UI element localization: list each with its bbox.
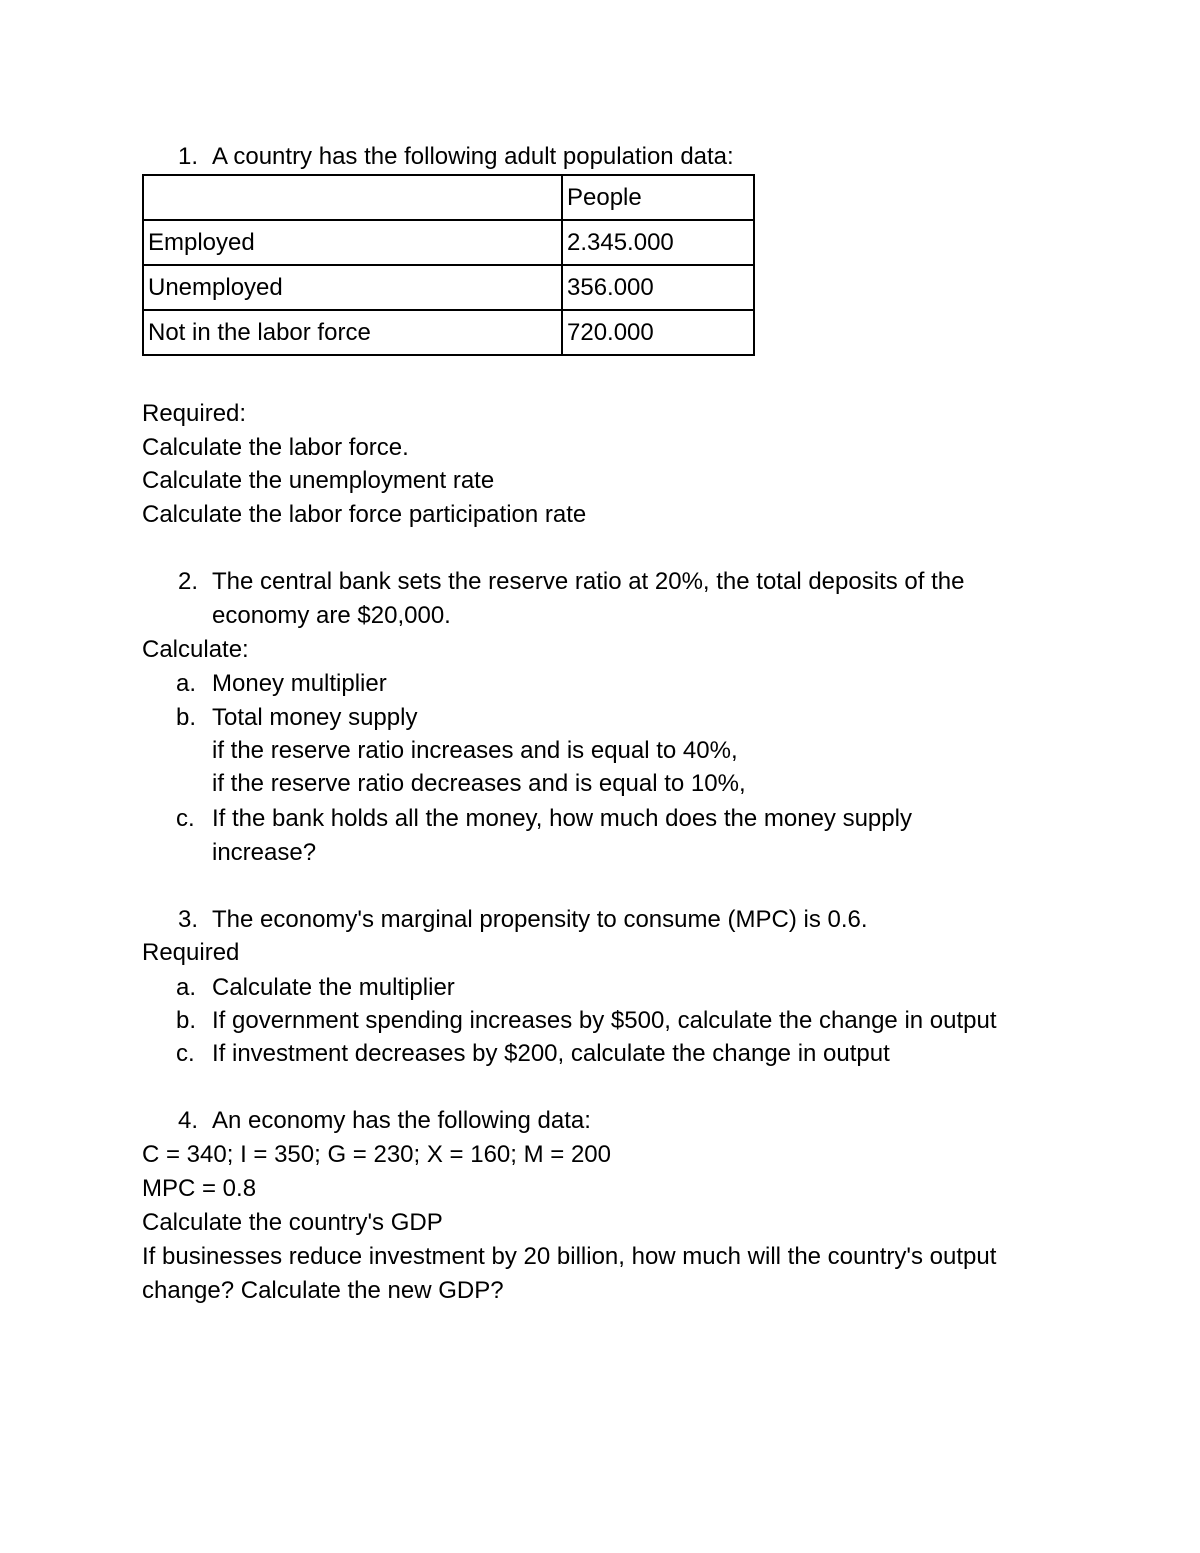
q4-task: change? Calculate the new GDP? [142,1277,504,1304]
q1-task: Calculate the labor force participation rate [142,501,587,528]
q2-item-marker: a. [176,670,197,697]
q3-item-text: Calculate the multiplier [212,974,455,1001]
q2-item-text: If the bank holds all the money, how much does the money supply [212,805,912,832]
q3-item-text: If investment decreases by $200, calculate the change in output [212,1040,890,1067]
table-cell: Unemployed [143,265,562,310]
q2-item-marker: b. [176,704,197,731]
q2-item-marker: c. [176,805,195,832]
q1-required-label: Required: [142,400,247,427]
q2-item-text: if the reserve ratio increases and is equal to 40%, [212,737,738,764]
population-table [142,174,755,356]
q2-item-text: Money multiplier [212,670,387,697]
table-row [143,220,754,265]
table-header-cell: People [562,175,754,220]
q4-task: Calculate the country's GDP [142,1209,443,1236]
q3-item-marker: a. [176,974,197,1001]
q1-task: Calculate the labor force. [142,434,409,461]
table-row [143,265,754,310]
table-cell: 2.345.000 [562,220,754,265]
q1-prompt: A country has the following adult population data: [212,143,734,170]
table-row [143,310,754,355]
q3-item-text: If government spending increases by $500, calculate the change in output [212,1007,997,1034]
q2-item-text: increase? [212,839,317,866]
q2-item-text: if the reserve ratio decreases and is equal to 10%, [212,770,746,797]
q3-item-marker: b. [176,1007,197,1034]
q2-calculate-label: Calculate: [142,636,249,663]
q2-prompt-line: economy are $20,000. [212,602,451,629]
q2-prompt-line: The central bank sets the reserve ratio at 20%, the total deposits of the [212,568,965,595]
q1-number: 1. [178,143,199,170]
q3-prompt: The economy's marginal propensity to consume (MPC) is 0.6. [212,906,868,933]
table-header-cell [143,175,562,220]
table-cell: 356.000 [562,265,754,310]
q1-task: Calculate the unemployment rate [142,467,495,494]
table-cell: Employed [143,220,562,265]
q3-item-marker: c. [176,1040,195,1067]
table-cell: Not in the labor force [143,310,562,355]
q4-data-line: C = 340; I = 350; G = 230; X = 160; M = 200 [142,1141,611,1168]
q2-number: 2. [178,568,199,595]
q4-data-line: MPC = 0.8 [142,1175,257,1202]
q3-number: 3. [178,906,199,933]
q4-task: If businesses reduce investment by 20 billion, how much will the country's output [142,1243,997,1270]
table-cell: 720.000 [562,310,754,355]
table-header-row [143,175,754,220]
q4-prompt: An economy has the following data: [212,1107,591,1134]
q3-required-label: Required [142,939,240,966]
q4-number: 4. [178,1107,199,1134]
q2-item-text: Total money supply [212,704,418,731]
